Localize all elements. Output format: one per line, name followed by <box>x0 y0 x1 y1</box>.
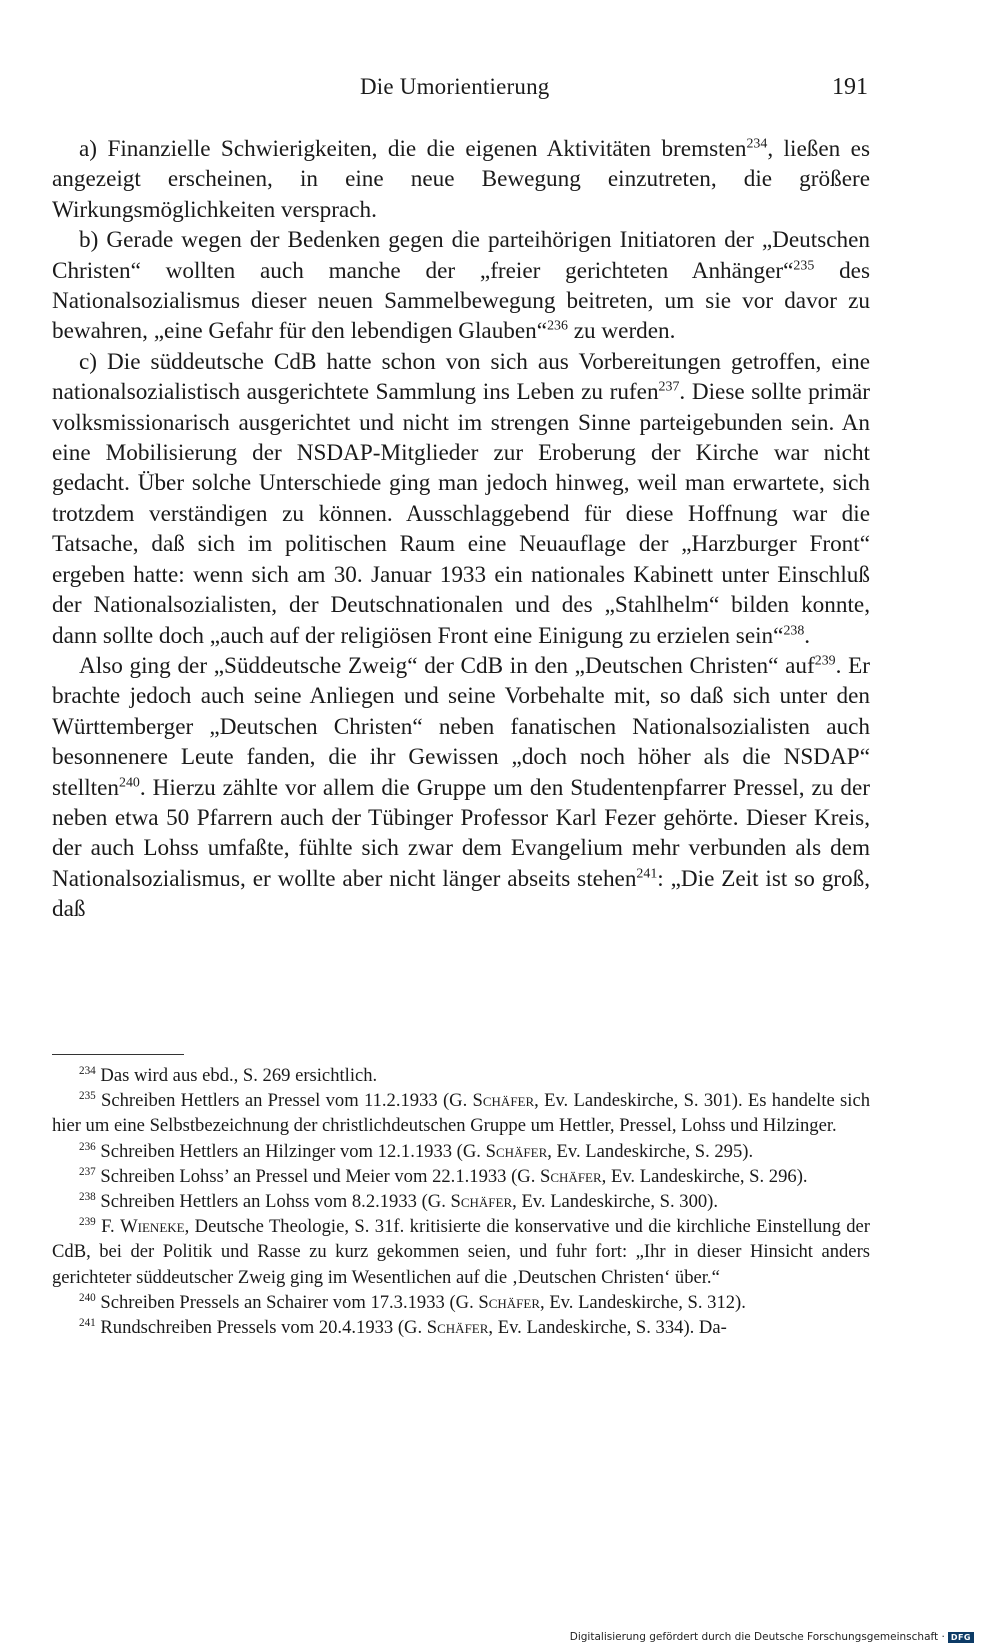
main-text <box>52 134 870 925</box>
footnote-235 <box>52 1088 870 1138</box>
footnote-234 <box>52 1063 870 1088</box>
footnote-text: Das wird aus ebd., S. 269 ersichtlich. <box>100 1065 378 1086</box>
footnote-text: , Ev. Landeskirche, S. 312). <box>540 1291 746 1313</box>
text-run: zu werden. <box>567 318 676 345</box>
footnotes <box>52 1063 870 1340</box>
paragraph-a <box>52 134 870 225</box>
text-run: . Hierzu zählte vor allem die Gruppe um den Studentenpfarrer Pressel, zu der neben etwa 50 Pfarrern auch der Tübinger Professor Karl Fezer gehörte. Dieser Kreis, der auch Lohss umfaßte, fühlte sich zwar dem Evangelium mehr verbunden als dem Nationalsozialismus, er wollte aber nicht länger abseits stehen <box>52 774 870 892</box>
footnote-text: Schreiben Hettlers an Hilzinger vom 12.1.1933 (G. <box>100 1140 486 1162</box>
author-name: Schäfer <box>450 1191 513 1213</box>
footnote-236 <box>52 1139 870 1164</box>
footnote-text: Schreiben Pressels an Schairer vom 17.3.1933 (G. <box>100 1291 479 1313</box>
footnote-241 <box>52 1315 870 1340</box>
paragraph-b <box>52 225 870 347</box>
footnote-ref-240[interactable]: 240 <box>118 774 140 790</box>
footnote-number: 237 <box>79 1165 96 1178</box>
footnote-text: Rundschreiben Pressels vom 20.4.1933 (G. <box>100 1317 427 1339</box>
footnote-number: 235 <box>79 1090 96 1103</box>
text-run: b) Gerade wegen der Bedenken gegen die parteihörigen Initiatoren der „Deutschen Christen“ wollten auch manche der „freier gerichteten Anhänger“ <box>52 227 870 284</box>
text-run: : „Die Zeit ist so groß, daß <box>52 865 870 923</box>
paragraph-d <box>52 651 870 925</box>
footnote-number: 241 <box>79 1316 96 1329</box>
author-name: Schäfer <box>540 1165 602 1187</box>
digitization-credit <box>570 1631 974 1643</box>
footnote-ref-239[interactable]: 239 <box>814 653 836 669</box>
author-name: Schäfer <box>478 1291 541 1313</box>
paragraph-c <box>52 347 870 651</box>
footnote-ref-241[interactable]: 241 <box>636 866 658 882</box>
footnote-ref-235[interactable]: 235 <box>793 257 815 273</box>
footnote-238 <box>52 1189 870 1214</box>
footnote-number: 238 <box>79 1190 96 1203</box>
footnote-text: , Deutsche Theologie, S. 31f. kritisierte die konservative und die kirchliche Einstellung der CdB, bei der Politik und Rasse zu kurz gekommen seien, und fuhr fort: „Ihr in dieser Hinsicht anders gerichteter süddeutscher Zweig ging im Wesentlichen auf die ‚Deutschen Christen‘ über.“ <box>52 1216 870 1288</box>
author-name: Schäfer <box>485 1140 548 1162</box>
footnote-number: 240 <box>79 1291 96 1304</box>
footnote-240 <box>52 1290 870 1315</box>
author-name: Wieneke <box>120 1216 185 1238</box>
footnote-ref-234[interactable]: 234 <box>746 136 768 152</box>
text-run: c) Die süddeutsche CdB hatte schon von sich aus Vorbereitungen getroffen, eine nationalsozialistisch ausgerichtete Sammlung ins Leben zu rufen <box>52 348 870 406</box>
text-run: Also ging der „Süddeutsche Zweig“ der CdB in den „Deutschen Christen“ auf <box>79 652 815 679</box>
text-run: . Er brachte jedoch auch seine Anliegen und seine Vorbehalte mit, so daß sich unter den Württemberger „Deutschen Christen“ neben fanatischen Nationalsozialisten auch besonnenere Leute fanden, die ihr Gewissen „doch noch höher als die NSDAP“ stellten <box>52 652 870 801</box>
footnote-text: Schreiben Hettlers an Pressel vom 11.2.1933 (G. <box>101 1090 473 1112</box>
credit-text: Digitalisierung gefördert durch die Deutsche Forschungsgemeinschaft · <box>569 1631 945 1643</box>
footnote-ref-236[interactable]: 236 <box>547 318 568 334</box>
footnote-text: , Ev. Landeskirche, S. 300). <box>512 1191 719 1213</box>
text-run: . <box>804 622 811 649</box>
text-run: , ließen es angezeigt erscheinen, in eine neue Bewegung einzutreten, die größere Wirkungsmöglichkeiten versprach. <box>52 136 870 223</box>
footnote-text: , Ev. Landeskirche, S. 295). <box>547 1140 754 1162</box>
footnote-divider <box>52 1054 184 1055</box>
footnote-text: , Ev. Landeskirche, S. 334). Da- <box>488 1317 727 1339</box>
author-name: Schäfer <box>472 1090 535 1112</box>
text-run: des Nationalsozialismus dieser neuen Sammelbewegung beitreten, um sie vor davor zu bewahren, „eine Gefahr für den lebendigen Glauben“ <box>52 257 870 345</box>
footnote-text: F. <box>101 1216 121 1238</box>
footnote-ref-237[interactable]: 237 <box>658 379 680 395</box>
footnote-number: 236 <box>79 1140 96 1153</box>
dfg-logo-icon: DFG <box>948 1632 974 1643</box>
footnote-number: 239 <box>79 1216 96 1229</box>
footnote-number: 234 <box>79 1064 96 1077</box>
page-number: 191 <box>832 74 868 100</box>
footnote-239 <box>52 1214 870 1290</box>
footnote-text: , Ev. Landeskirche, S. 301). Es handelte sich hier um eine Selbstbezeichnung der christlichdeutschen Gruppe um Hettler, Pressel, Lohss und Hilzinger. <box>52 1090 871 1137</box>
footnote-text: , Ev. Landeskirche, S. 296). <box>601 1165 808 1187</box>
footnote-ref-238[interactable]: 238 <box>783 622 805 638</box>
text-run: . Diese sollte primär volksmissionarisch ausgerichtet und nicht im strengen Sinne parteigebunden sein. An eine Mobilisierung der NSDAP-Mitglieder zur Eroberung der Kirche war nicht gedacht. Über solche Unterschiede ging man jedoch hinweg, weil man erwartete, sich trotzdem verständigen zu können. Ausschlaggebend für diese Hoffnung war die Tatsache, daß sich im politischen Raum eine Neuauflage der „Harzburger Front“ ergeben hatte: wenn sich am 30. Januar 1933 ein nationales Kabinett unter Einschluß der Nationalsozialisten, der Deutschnationalen und des „Stahlhelm“ bilden konnte, dann sollte doch „auch auf der religiösen Front eine Einigung zu erzielen sein“ <box>52 379 870 649</box>
author-name: Schäfer <box>426 1317 489 1339</box>
footnote-text: Schreiben Hettlers an Lohss vom 8.2.1933 (G. <box>100 1191 451 1213</box>
footnote-237 <box>52 1164 870 1189</box>
text-run: a) Finanzielle Schwierigkeiten, die die eigenen Aktivitäten bremsten <box>79 136 747 162</box>
running-title: Die Umorientierung <box>360 74 550 99</box>
footnote-text: Schreiben Lohss’ an Pressel und Meier vom 22.1.1933 (G. <box>100 1165 541 1187</box>
